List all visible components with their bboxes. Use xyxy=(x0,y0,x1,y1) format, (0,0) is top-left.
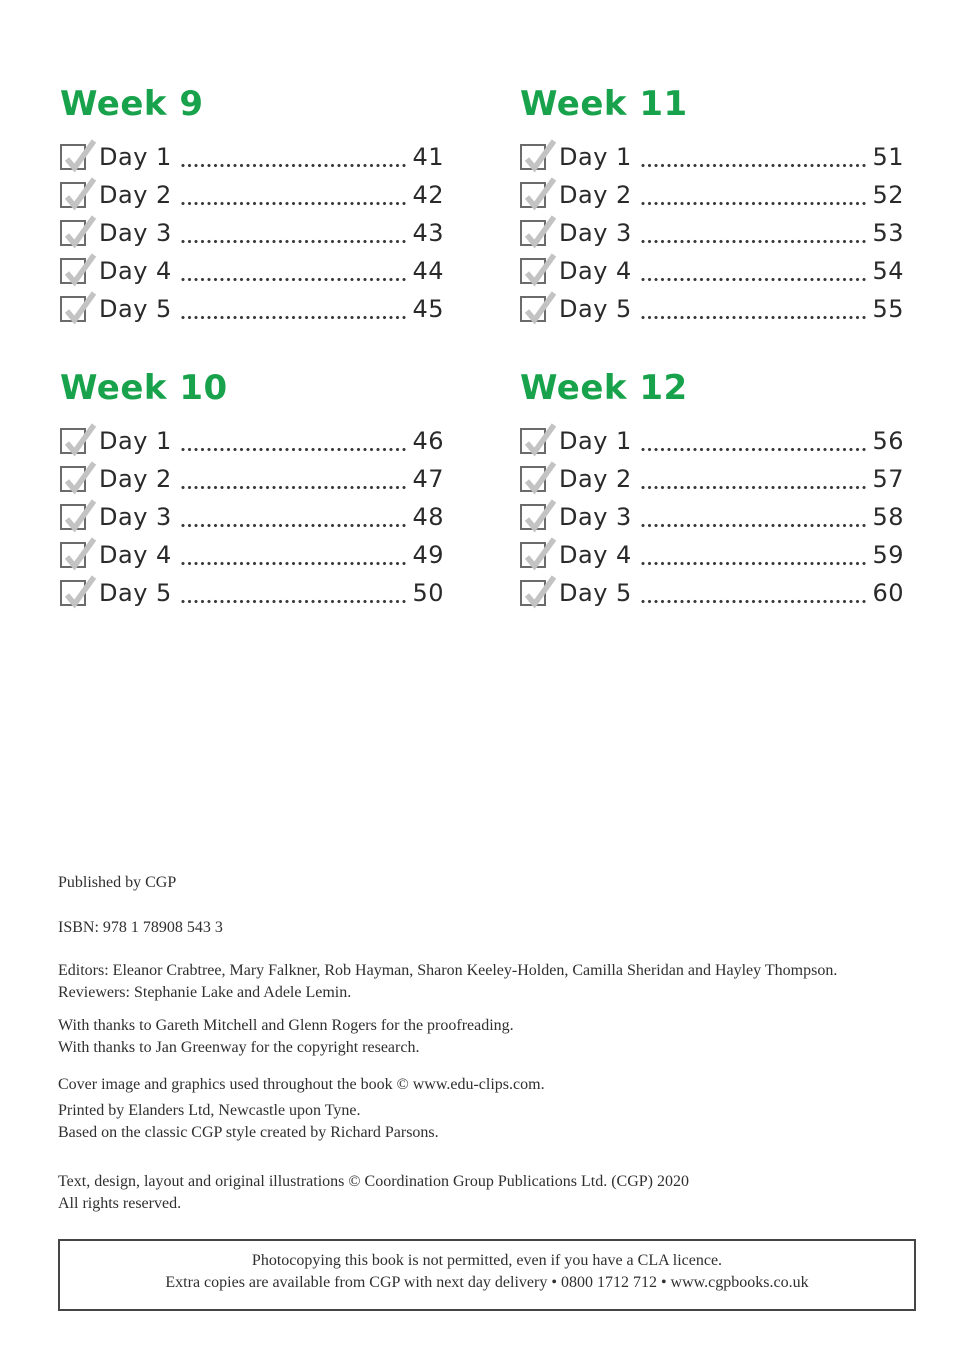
checkmark-icon xyxy=(61,135,99,175)
page-number: 42 xyxy=(412,181,444,209)
dot-leader xyxy=(181,163,409,168)
week-section xyxy=(520,368,904,612)
day-label: Day 2 xyxy=(559,181,632,209)
dot-leader xyxy=(641,277,869,282)
page-number: 41 xyxy=(412,143,444,171)
dot-leader xyxy=(641,485,869,490)
day-label: Day 4 xyxy=(99,257,172,285)
week-day-list xyxy=(520,138,904,328)
day-label: Day 5 xyxy=(559,579,632,607)
printed-by-line: Printed by Elanders Ltd, Newcastle upon Tyne. xyxy=(58,1102,361,1119)
checkmark-icon xyxy=(61,173,99,213)
checkmark-icon xyxy=(61,533,99,573)
notice-line-2: Extra copies are available from CGP with next day delivery • 0800 1712 712 • www.cgpbooks.co.uk xyxy=(165,1274,809,1291)
imprint-block xyxy=(58,872,920,1215)
day-label: Day 2 xyxy=(559,465,632,493)
toc-row xyxy=(520,574,904,612)
copyright-block xyxy=(58,1171,920,1215)
toc-row xyxy=(60,422,444,460)
printed-block xyxy=(58,1100,920,1144)
cover-credit-line: Cover image and graphics used throughout the book © www.edu-clips.com. xyxy=(58,1076,545,1093)
week-section xyxy=(520,84,904,328)
dot-leader xyxy=(181,239,409,244)
checkmark-icon xyxy=(521,287,559,327)
day-checkbox[interactable] xyxy=(60,182,86,208)
checkmark-icon xyxy=(61,211,99,251)
day-label: Day 3 xyxy=(559,503,632,531)
day-checkbox[interactable] xyxy=(60,296,86,322)
checkmark-icon xyxy=(521,211,559,251)
thanks-copyright-line: With thanks to Jan Greenway for the copyright research. xyxy=(58,1039,420,1056)
toc-row xyxy=(520,176,904,214)
week-section xyxy=(60,368,444,612)
toc-row xyxy=(520,536,904,574)
day-label: Day 3 xyxy=(99,503,172,531)
day-checkbox[interactable] xyxy=(60,542,86,568)
day-checkbox[interactable] xyxy=(520,428,546,454)
day-checkbox[interactable] xyxy=(520,466,546,492)
isbn: ISBN: 978 1 78908 543 3 xyxy=(58,919,223,936)
day-label: Day 4 xyxy=(559,541,632,569)
checkmark-icon xyxy=(521,457,559,497)
page-number: 57 xyxy=(872,465,904,493)
day-label: Day 3 xyxy=(559,219,632,247)
page-number: 46 xyxy=(412,427,444,455)
day-checkbox[interactable] xyxy=(520,504,546,530)
day-label: Day 1 xyxy=(559,427,632,455)
page-number: 51 xyxy=(872,143,904,171)
checkmark-icon xyxy=(61,571,99,611)
day-checkbox[interactable] xyxy=(520,542,546,568)
page-number: 50 xyxy=(412,579,444,607)
checkmark-icon xyxy=(521,419,559,459)
notice-line-1: Photocopying this book is not permitted, even if you have a CLA licence. xyxy=(251,1252,723,1269)
toc-row xyxy=(60,176,444,214)
dot-leader xyxy=(181,447,409,452)
week-title: Week 9 xyxy=(60,84,204,124)
dot-leader xyxy=(641,523,869,528)
day-label: Day 2 xyxy=(99,465,172,493)
day-label: Day 5 xyxy=(99,295,172,323)
toc-row xyxy=(520,138,904,176)
week-day-list xyxy=(60,422,444,612)
toc-row xyxy=(60,574,444,612)
toc-row xyxy=(520,422,904,460)
toc-row xyxy=(520,252,904,290)
day-checkbox[interactable] xyxy=(60,258,86,284)
thanks-block xyxy=(58,1015,920,1059)
toc-row xyxy=(520,460,904,498)
dot-leader xyxy=(641,447,869,452)
day-checkbox[interactable] xyxy=(60,504,86,530)
checkmark-icon xyxy=(61,287,99,327)
dot-leader xyxy=(641,201,869,206)
toc-row xyxy=(60,290,444,328)
page-number: 55 xyxy=(872,295,904,323)
thanks-proofreading-line: With thanks to Gareth Mitchell and Glenn Rogers for the proofreading. xyxy=(58,1017,514,1034)
checkmark-icon xyxy=(61,249,99,289)
day-checkbox[interactable] xyxy=(520,220,546,246)
page-number: 60 xyxy=(872,579,904,607)
week-title: Week 10 xyxy=(60,368,228,408)
day-label: Day 5 xyxy=(99,579,172,607)
toc-row xyxy=(60,214,444,252)
day-label: Day 1 xyxy=(99,427,172,455)
dot-leader xyxy=(641,561,869,566)
page-number: 43 xyxy=(412,219,444,247)
checkmark-icon xyxy=(61,495,99,535)
dot-leader xyxy=(181,277,409,282)
day-checkbox[interactable] xyxy=(60,466,86,492)
copyright-line-1: Text, design, layout and original illustrations © Coordination Group Publications Ltd. (CGP) 2020 xyxy=(58,1173,689,1190)
week-title: Week 11 xyxy=(520,84,688,124)
day-label: Day 1 xyxy=(559,143,632,171)
checkmark-icon xyxy=(521,571,559,611)
editors-line: Editors: Eleanor Crabtree, Mary Falkner, Rob Hayman, Sharon Keeley-Holden, Camilla Sheridan and Hayley Thompson. xyxy=(58,962,838,979)
toc-column-right xyxy=(520,84,904,612)
day-checkbox[interactable] xyxy=(520,258,546,284)
toc-row xyxy=(60,460,444,498)
day-checkbox[interactable] xyxy=(520,182,546,208)
toc-row xyxy=(520,214,904,252)
dot-leader xyxy=(181,315,409,320)
reviewers-line: Reviewers: Stephanie Lake and Adele Lemin. xyxy=(58,984,352,1001)
page-number: 49 xyxy=(412,541,444,569)
based-on-line: Based on the classic CGP style created by Richard Parsons. xyxy=(58,1124,439,1141)
page-number: 47 xyxy=(412,465,444,493)
day-checkbox[interactable] xyxy=(520,144,546,170)
day-checkbox[interactable] xyxy=(60,144,86,170)
editors-block xyxy=(58,960,920,1004)
dot-leader xyxy=(641,239,869,244)
dot-leader xyxy=(181,485,409,490)
day-label: Day 4 xyxy=(99,541,172,569)
day-label: Day 2 xyxy=(99,181,172,209)
page-number: 48 xyxy=(412,503,444,531)
copyright-line-2: All rights reserved. xyxy=(58,1195,182,1212)
page-number: 52 xyxy=(872,181,904,209)
checkmark-icon xyxy=(521,495,559,535)
page-number: 45 xyxy=(412,295,444,323)
toc-row xyxy=(60,536,444,574)
checkmark-icon xyxy=(521,135,559,175)
toc-row xyxy=(60,138,444,176)
toc-row xyxy=(60,252,444,290)
day-checkbox[interactable] xyxy=(520,580,546,606)
dot-leader xyxy=(181,599,409,604)
dot-leader xyxy=(641,163,869,168)
day-label: Day 3 xyxy=(99,219,172,247)
toc-row xyxy=(60,498,444,536)
week-section xyxy=(60,84,444,328)
week-day-list xyxy=(520,422,904,612)
day-checkbox[interactable] xyxy=(60,580,86,606)
day-label: Day 5 xyxy=(559,295,632,323)
page-number: 58 xyxy=(872,503,904,531)
page-number: 59 xyxy=(872,541,904,569)
day-label: Day 4 xyxy=(559,257,632,285)
page-number: 56 xyxy=(872,427,904,455)
toc-row xyxy=(520,290,904,328)
day-checkbox[interactable] xyxy=(520,296,546,322)
page-number: 53 xyxy=(872,219,904,247)
page-number: 54 xyxy=(872,257,904,285)
week-title: Week 12 xyxy=(520,368,688,408)
checkmark-icon xyxy=(521,249,559,289)
day-checkbox[interactable] xyxy=(60,220,86,246)
week-day-list xyxy=(60,138,444,328)
dot-leader xyxy=(181,201,409,206)
dot-leader xyxy=(641,315,869,320)
checkmark-icon xyxy=(521,173,559,213)
checkmark-icon xyxy=(61,419,99,459)
checkmark-icon xyxy=(521,533,559,573)
dot-leader xyxy=(641,599,869,604)
dot-leader xyxy=(181,523,409,528)
toc-column-left xyxy=(60,84,444,612)
day-checkbox[interactable] xyxy=(60,428,86,454)
published-by: Published by CGP xyxy=(58,874,177,891)
page-number: 44 xyxy=(412,257,444,285)
checkmark-icon xyxy=(61,457,99,497)
dot-leader xyxy=(181,561,409,566)
toc-row xyxy=(520,498,904,536)
day-label: Day 1 xyxy=(99,143,172,171)
photocopying-notice-box xyxy=(58,1239,916,1311)
